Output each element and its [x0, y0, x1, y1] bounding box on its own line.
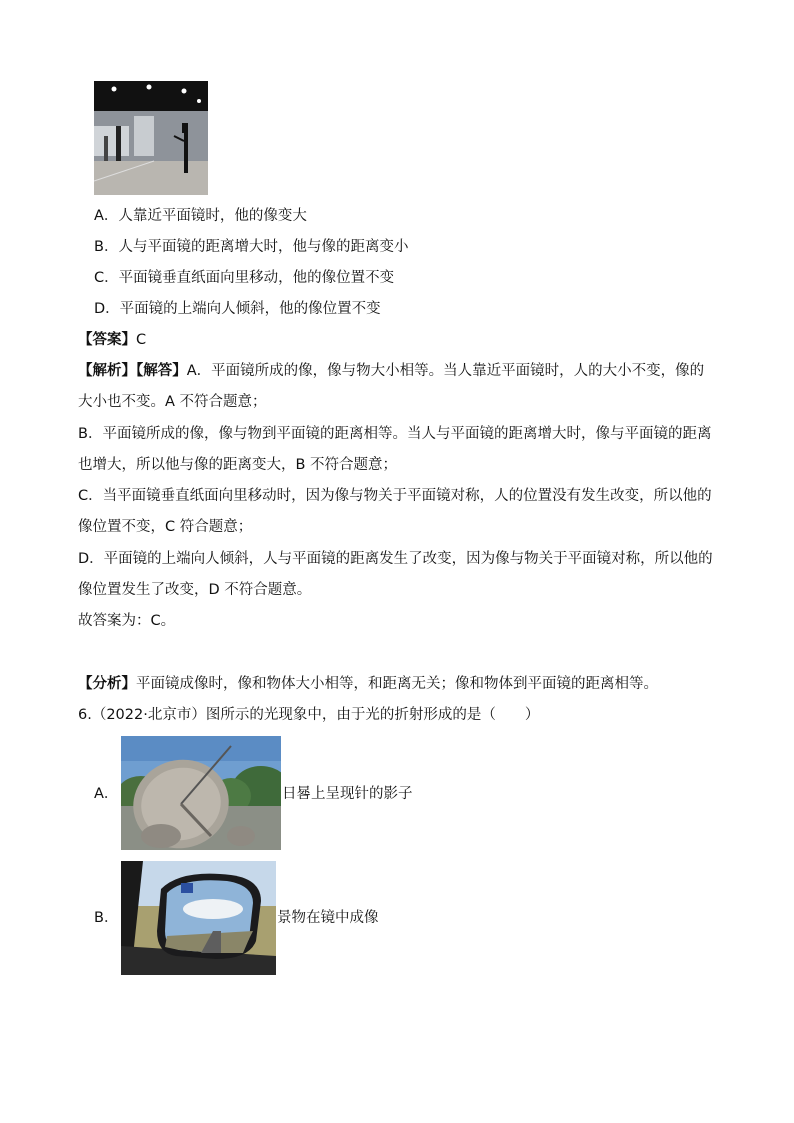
q6-stem: 6.（2022·北京市）图所示的光现象中，由于光的折射形成的是（ ） [78, 707, 540, 723]
summary-tag: 【分析】 [78, 676, 136, 692]
analysis-line-1 [78, 361, 704, 381]
sundial-photo [121, 736, 281, 850]
answer-tag: 【答案】 [78, 332, 136, 348]
q5-option-c: C．平面镜垂直纸面向里移动，他的像位置不变 [94, 270, 395, 286]
analysis-line-2: 大小也不变。A 不符合题意； [78, 394, 267, 410]
summary-line [78, 674, 658, 694]
analysis-line-5: C．当平面镜垂直纸面向里移动时，因为像与物关于平面镜对称，人的位置没有发生改变，所以他的 [78, 488, 712, 504]
q6-option-a-letter: A． [94, 786, 119, 802]
analysis-text: A．平面镜所成的像，像与物大小相等。当人靠近平面镜时，人的大小不变，像的 [186, 363, 705, 379]
final-answer-line: 故答案为：C。 [78, 613, 176, 629]
q5-option-d: D．平面镜的上端向人倾斜，他的像位置不变 [94, 301, 381, 317]
q6-option-a-text: 日晷上呈现针的影子 [282, 786, 413, 802]
answer-value: C [136, 332, 147, 348]
q6-option-b-letter: B． [94, 910, 119, 926]
q5-option-b: B．人与平面镜的距离增大时，他与像的距离变小 [94, 239, 409, 255]
analysis-line-7: D．平面镜的上端向人倾斜，人与平面镜的距离发生了改变，因为像与物关于平面镜对称，所以他的 [78, 551, 713, 567]
summary-text: 平面镜成像时，像和物体大小相等，和距离无关；像和物体到平面镜的距离相等。 [136, 676, 658, 692]
analysis-line-3: B．平面镜所成的像，像与物到平面镜的距离相等。当人与平面镜的距离增大时，像与平面镜的距离 [78, 426, 712, 442]
car-side-mirror-photo [121, 861, 276, 975]
analysis-line-4: 也增大，所以他与像的距离变大，B 不符合题意； [78, 457, 398, 473]
analysis-line-8: 像位置发生了改变，D 不符合题意。 [78, 582, 312, 598]
analysis-tag: 【解析】【解答】 [78, 363, 187, 379]
analysis-line-6: 像位置不变，C 符合题意； [78, 519, 253, 535]
q6-option-b-text: 景物在镜中成像 [277, 910, 379, 926]
dance-studio-mirror-photo [94, 81, 208, 195]
q5-option-a: A．人靠近平面镜时，他的像变大 [94, 208, 307, 224]
answer-line [78, 330, 146, 350]
